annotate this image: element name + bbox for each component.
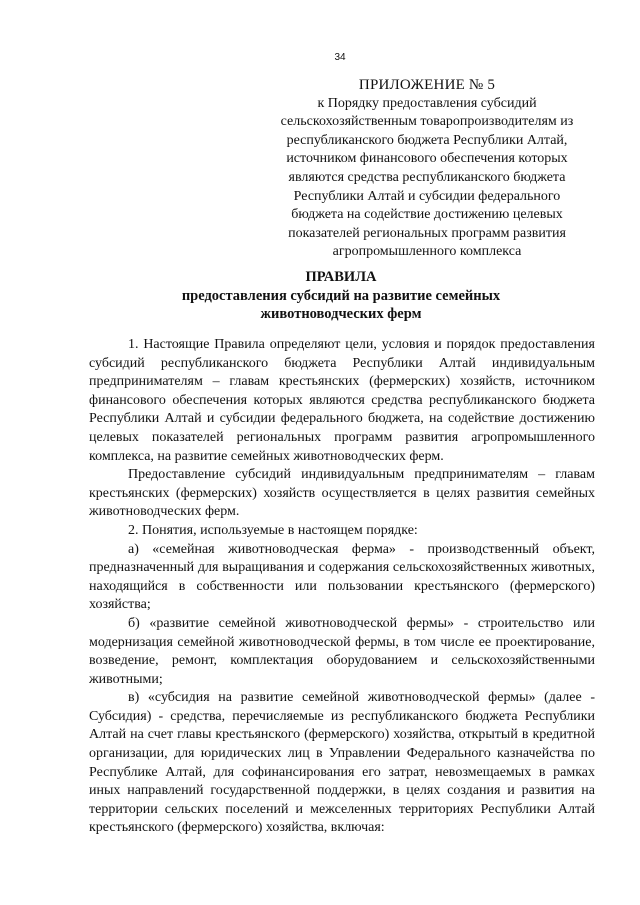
paragraph-3: 2. Понятия, используемые в настоящем порядке: <box>128 522 418 538</box>
appendix-title: ПРИЛОЖЕНИЕ № 5 <box>358 77 496 93</box>
paragraph-4: а) «семейная животноводческая ферма» - производственный объект, предназначенный для выращивания и содержания сельскохозяйственных животных, находящийся в собственности или пользовании крестьянского (фермерского) хозяйства; <box>89 541 595 613</box>
paragraph-2: Предоставление субсидий индивидуальным предпринимателям – главам крестьянских (фермерских) хозяйств осуществляется в целях развития семейных животноводческих ферм. <box>89 467 595 520</box>
appendix-line: агропромышленного комплекса <box>332 244 522 260</box>
appendix-block <box>262 76 592 262</box>
paragraph-1: 1. Настоящие Правила определяют цели, условия и порядок предоставления субсидий республиканского бюджета Республики Алтай индивидуальным предпринимателям – главам крестьянских (фермерских) хозяйств, источником финансового обеспечения которых являются средства республиканского бюджета Республики Алтай и субсидии федерального бюджета, на содействие достижению целевых показателей региональных программ развития агропромышленного комплекса, на развитие семейных животноводческих ферм. <box>89 337 595 464</box>
appendix-line: к Порядку предоставления субсидий <box>317 95 537 111</box>
rules-subtitle-line: предоставления субсидий на развитие семейных <box>181 287 501 304</box>
appendix-line: являются средства республиканского бюджета <box>288 169 566 185</box>
appendix-line: республиканского бюджета Республики Алтай, <box>286 132 568 148</box>
rules-subtitle-line: животноводческих ферм <box>260 306 422 322</box>
rules-heading <box>160 268 522 324</box>
paragraph-5: б) «развитие семейной животноводческой фермы» - строительство или модернизация семейной животноводческой фермы, в том числе ее проектирование, возведение, ремонт, комплектация оборудованием и сельскохозяйственными животными; <box>89 615 595 687</box>
page-number: 34 <box>334 52 346 63</box>
appendix-line: источником финансового обеспечения которых <box>286 151 568 167</box>
rules-title: ПРАВИЛА <box>305 269 377 285</box>
appendix-line: показателей региональных программ развития <box>288 225 566 241</box>
appendix-line: бюджета на содействие достижению целевых <box>291 207 563 223</box>
body-text <box>89 336 595 838</box>
paragraph-6: в) «субсидия на развитие семейной животноводческой фермы» (далее - Субсидия) - средства, перечисляемые из республиканского бюджета Республики Алтай на счет главы крестьянского (фермерского) хозяйства, открытый в кредитной организации, для юридических лиц в Управлении Федерального казначейства по Республике Алтай, для софинансирования его затрат, невозмещаемых в рамках иных направлений государственной поддержки, в целях создания и развития на территории сельских поселений и межселенных территориях Республики Алтай крестьянского (фермерского) хозяйства, включая: <box>89 690 595 836</box>
appendix-line: Республики Алтай и субсидии федерального <box>293 188 561 204</box>
appendix-line: сельскохозяйственным товаропроизводителям из <box>280 114 574 130</box>
